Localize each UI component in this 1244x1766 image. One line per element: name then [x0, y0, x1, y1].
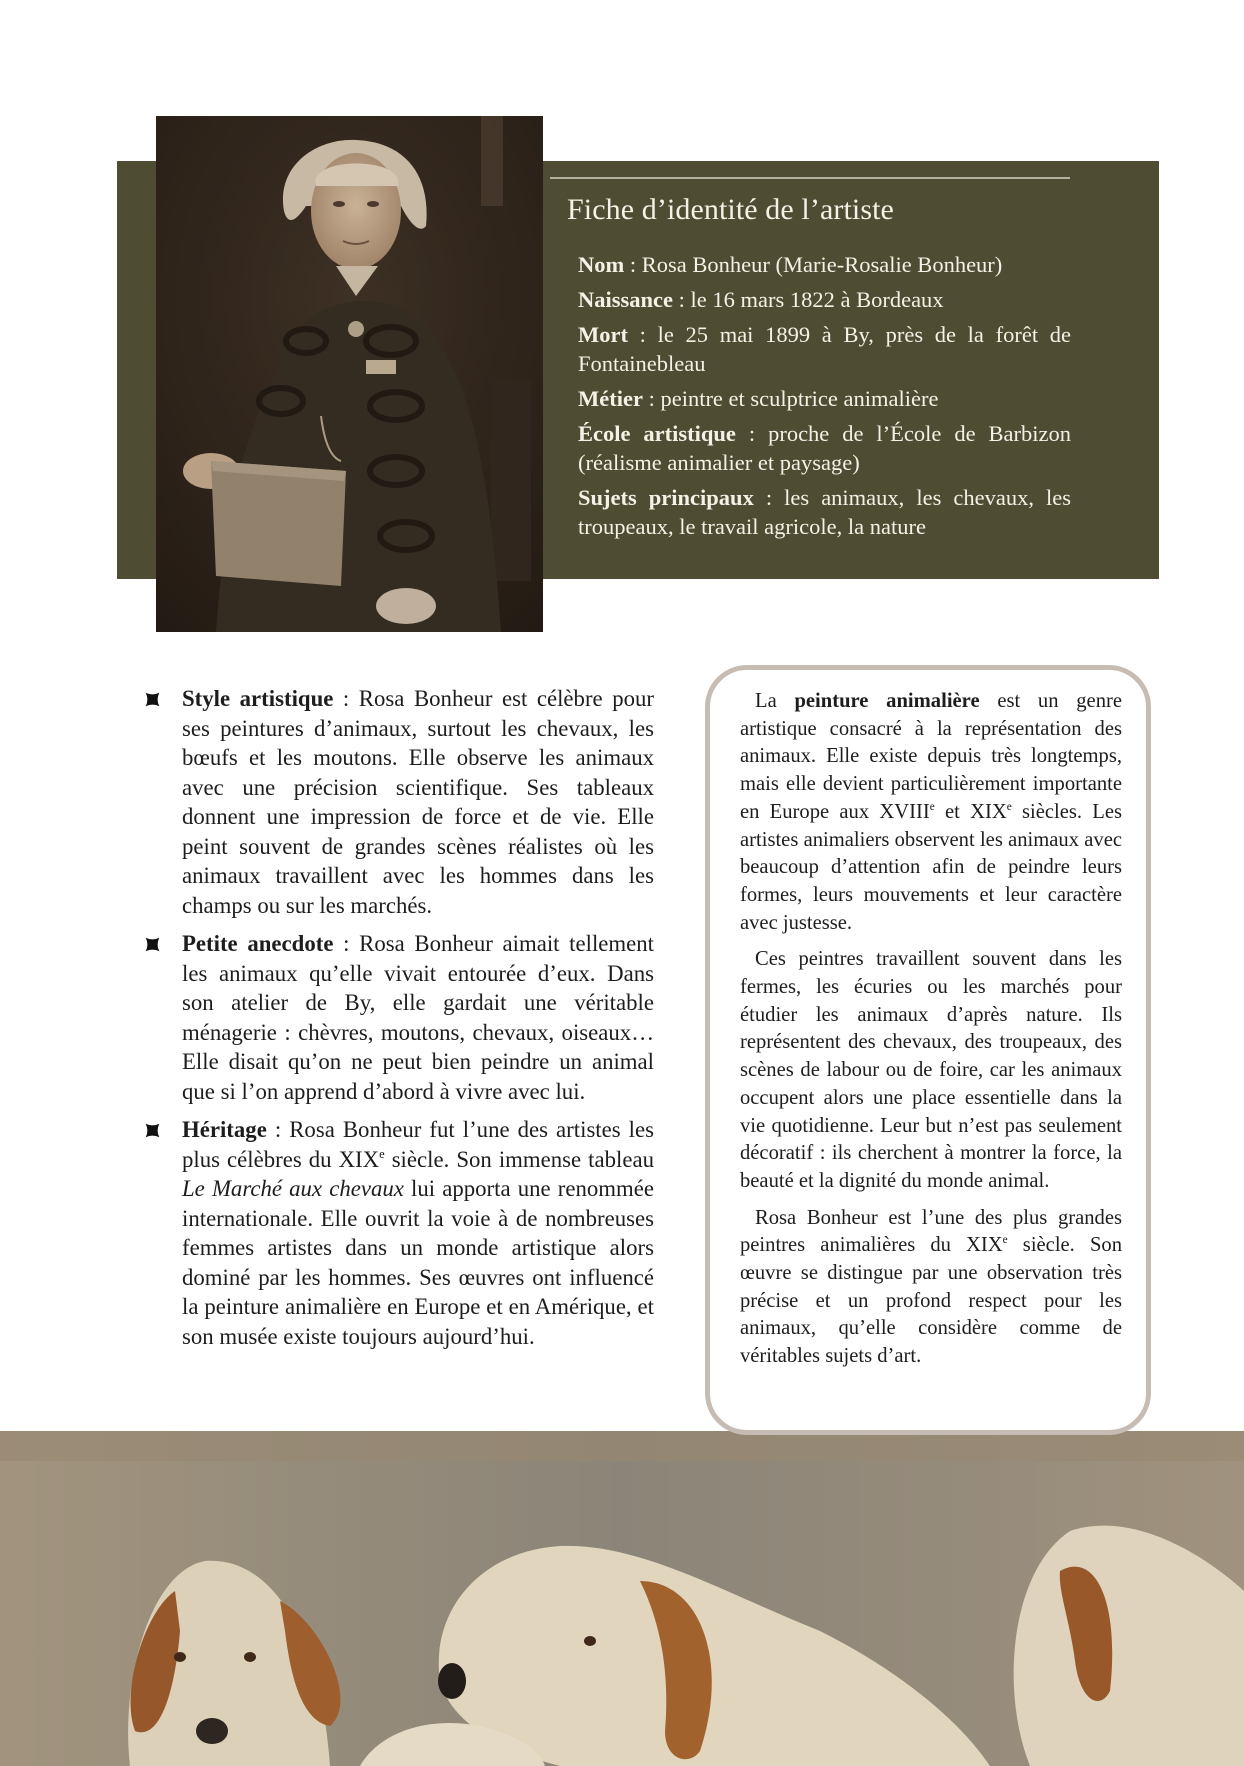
- hounds-painting: [0, 1431, 1244, 1766]
- bullet-text: siècle. Son immense tableau: [384, 1146, 654, 1172]
- field-label: École artistique: [578, 421, 736, 446]
- field-metier: [578, 384, 1071, 413]
- bullet-text: : Rosa Bonheur aimait tellement les animaux qu’elle vivait entourée d’eux. Dans son atelier de By, elle gardait une véritable ménagerie : chèvres, moutons, chevaux, oiseaux… Elle disait qu’on ne peut bien peindre un animal que si l’on apprend d’abord à vivre avec lui.: [182, 931, 654, 1104]
- box-text: La: [755, 690, 795, 712]
- bullet-text: : Rosa Bonheur est célèbre pour ses peintures d’animaux, surtout les chevaux, les bœufs et les moutons. Elle observe les animaux avec une précision scientifique. Ses tableaux donnent une impression de force et de vie. Elle peint souvent de grandes scènes réalistes où les animaux travaillent avec les hommes dans les champs ou sur les marchés.: [182, 686, 654, 918]
- field-value: : Rosa Bonheur (Marie-Rosalie Bonheur): [624, 252, 1003, 277]
- bullet-heritage: [142, 1115, 654, 1351]
- box-text: est un genre artistique consacré à la représentation des animaux. Elle existe depuis très longtemps, mais elle devient particulièrement importante en Europe aux XVIII: [740, 690, 1122, 823]
- artwork-title: Le Marché aux chevaux: [182, 1176, 404, 1201]
- field-value: : le 16 mars 1822 à Bordeaux: [673, 287, 944, 312]
- bullet-anecdote: [142, 929, 654, 1106]
- box-paragraph-2: Ces peintres travaillent souvent dans les fermes, les écuries ou les marchés pour étudier les animaux d’après nature. Ils représentent des chevaux, des troupeaux, des scènes de labour ou de foire, car les animaux occupent alors une place essentielle dans la vie quotidienne. Leur but n’est pas seulement décoratif : ils cherchent à montrer la force, la beauté et la dignité du monde animal.: [740, 948, 1122, 1192]
- bullet-label: Héritage: [182, 1117, 267, 1142]
- field-value: : peintre et sculptrice animalière: [642, 386, 939, 411]
- box-text: Rosa Bonheur est l’une des plus grandes peintres animalières du XIX: [740, 1206, 1122, 1257]
- quatrefoil-bullet-icon: [144, 936, 161, 953]
- superscript: e: [929, 800, 935, 813]
- quatrefoil-bullet-icon: [144, 1122, 161, 1139]
- identity-card-title: Fiche d’identité de l’artiste: [567, 193, 894, 226]
- field-label: Mort: [578, 322, 628, 347]
- field-value: : le 25 mai 1899 à By, près de la forêt de Fontainebleau: [578, 322, 1071, 376]
- field-ecole: [578, 419, 1071, 477]
- field-label: Naissance: [578, 287, 673, 312]
- field-nom: [578, 250, 1071, 279]
- bullet-style: [142, 684, 654, 920]
- field-label: Nom: [578, 252, 625, 277]
- field-value: : les animaux, les chevaux, les troupeaux, le travail agricole, la nature: [578, 485, 1071, 539]
- field-label: Sujets principaux: [578, 485, 754, 510]
- title-rule: [550, 177, 1070, 179]
- portrait-image: [156, 116, 543, 632]
- bullet-label: Style artistique: [182, 686, 334, 711]
- bullet-text: : Rosa Bonheur fut l’une des artistes les plus célèbres du XIX: [182, 1117, 654, 1172]
- identity-fields: [578, 250, 1071, 547]
- box-paragraph-1: [740, 688, 1122, 937]
- quatrefoil-bullet-icon: [144, 691, 161, 708]
- box-text: et XIX: [934, 800, 1007, 823]
- superscript: e: [1006, 800, 1012, 813]
- artist-portrait-photo: [156, 116, 543, 632]
- superscript: e: [379, 1146, 385, 1161]
- superscript: e: [1002, 1234, 1008, 1247]
- bullet-label: Petite anecdote: [182, 931, 334, 956]
- animal-painting-info-box: [705, 665, 1151, 1435]
- box-paragraph-3: [740, 1205, 1122, 1371]
- box-text: siècles. Les artistes animaliers observent les animaux avec beaucoup d’attention afin de peindre leurs formes, leurs mouvements et leur caractère avec justesse.: [740, 800, 1123, 934]
- painting-image: [0, 1431, 1244, 1766]
- field-naissance: [578, 285, 1071, 314]
- box-text: siècle. Son œuvre se distingue par une observation très précise et un profond respect pour les animaux, qu’elle considère comme de véritables sujets d’art.: [740, 1234, 1122, 1368]
- artist-notes: [142, 684, 654, 1360]
- bullet-text: lui apporta une renommée internationale. Elle ouvrit la voie à de nombreuses femmes artistes dans un monde artistique alors dominé par les hommes. Ses œuvres ont influencé la peinture animalière en Europe et en Amérique, et son musée existe toujours aujourd’hui.: [182, 1176, 655, 1349]
- field-value: : proche de l’École de Barbizon (réalisme animalier et paysage): [578, 421, 1071, 475]
- box-keyword: peinture animalière: [794, 690, 980, 712]
- field-mort: [578, 320, 1071, 378]
- field-label: Métier: [578, 386, 643, 411]
- field-sujets: [578, 483, 1071, 541]
